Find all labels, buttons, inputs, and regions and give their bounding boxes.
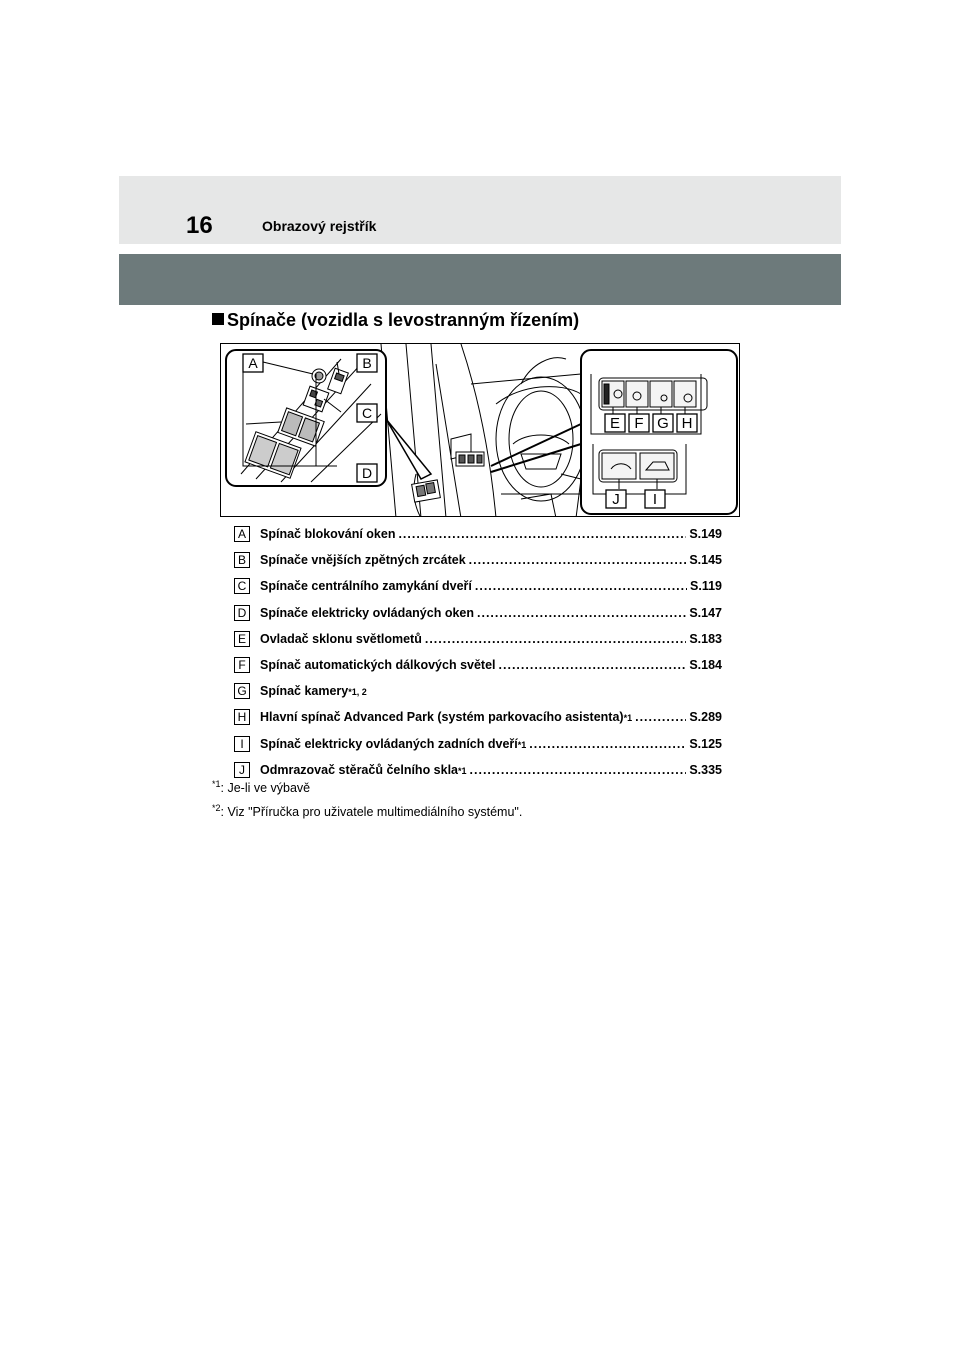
- item-entry: Hlavní spínač Advanced Park (systém parkovacího asistenta) *1 ..... S.289: [260, 710, 722, 724]
- item-entry: [260, 527, 722, 541]
- footnote-text: : Je-li ve výbavě: [220, 781, 311, 795]
- page-heading-text: Spínače (vozidla s levostranným řízením): [227, 310, 580, 330]
- list-item: [234, 576, 724, 596]
- item-page-ref[interactable]: S.184: [689, 658, 722, 672]
- item-page-ref[interactable]: S.119: [690, 579, 722, 593]
- item-letter-badge: G: [234, 683, 250, 699]
- item-letter-badge: B: [234, 552, 250, 568]
- page-heading: [212, 309, 579, 331]
- figure-label-C: C: [361, 405, 373, 421]
- figure-label-G: G: [657, 415, 669, 432]
- item-page-ref[interactable]: S.147: [689, 606, 722, 620]
- item-label: Hlavní spínač Advanced Park (systém parkovacího asistenta): [260, 710, 624, 724]
- item-label: Spínače elektricky ovládaných oken: [260, 606, 474, 620]
- item-entry: [260, 606, 722, 620]
- item-label: Spínače centrálního zamykání dveří: [260, 579, 472, 593]
- item-label: Spínač automatických dálkových světel: [260, 658, 496, 672]
- list-item: [234, 760, 724, 780]
- figure-label-A: A: [248, 355, 258, 371]
- list-item: [234, 734, 724, 754]
- leader-dots: [398, 527, 686, 541]
- leader-dots: [635, 710, 686, 724]
- item-letter-badge: I: [234, 736, 250, 752]
- figure-label-H: H: [681, 415, 693, 432]
- list-item: [234, 681, 724, 701]
- footnote-2: [212, 804, 522, 820]
- item-page-ref[interactable]: S.289: [689, 710, 722, 724]
- item-entry: Spínač elektricky ovládaných zadních dveří *1 ..... S.125: [260, 737, 722, 751]
- item-page-ref[interactable]: S.149: [689, 527, 722, 541]
- list-item: [234, 629, 724, 649]
- figure-label-B: B: [362, 355, 372, 371]
- dashboard-switches-illustration: [220, 343, 740, 517]
- item-label: Spínače vnějších zpětných zrcátek: [260, 553, 466, 567]
- list-item: [234, 655, 724, 675]
- header-band: [119, 176, 841, 244]
- item-letter-badge: J: [234, 762, 250, 778]
- item-label: Ovladač sklonu světlometů: [260, 632, 422, 646]
- item-entry: [260, 658, 722, 672]
- item-entry: Spínač kamery *1, 2: [260, 684, 367, 698]
- section-title: Obrazový rejstřík: [262, 218, 377, 234]
- page-number: 16: [186, 212, 213, 239]
- item-label: Spínač blokování oken: [260, 527, 396, 541]
- figure-label-D: D: [361, 465, 373, 481]
- figure-label-I: I: [652, 491, 658, 508]
- footnote-1: [212, 780, 310, 796]
- item-entry: [260, 553, 722, 567]
- item-page-ref[interactable]: S.335: [689, 763, 722, 777]
- leader-dots: [499, 658, 687, 672]
- item-letter-badge: A: [234, 526, 250, 542]
- item-letter-badge: E: [234, 631, 250, 647]
- item-entry: [260, 632, 722, 646]
- item-entry: Odmrazovač stěračů čelního skla *1 ..... S.335: [260, 763, 722, 777]
- item-letter-badge: D: [234, 605, 250, 621]
- square-bullet-icon: [212, 313, 224, 325]
- item-page-ref[interactable]: S.145: [689, 553, 722, 567]
- figure-label-F: F: [634, 415, 644, 432]
- item-entry: [260, 579, 722, 593]
- footnote-text: : Viz "Příručka pro uživatele multimediálního systému".: [220, 805, 523, 819]
- leader-dots: [470, 763, 687, 777]
- list-item: [234, 524, 724, 544]
- list-item: [234, 603, 724, 623]
- leader-dots: [469, 553, 687, 567]
- item-label: Odmrazovač stěračů čelního skla: [260, 763, 459, 777]
- figure-label-E: E: [609, 415, 621, 432]
- item-page-ref[interactable]: S.125: [689, 737, 722, 751]
- item-letter-badge: F: [234, 657, 250, 673]
- leader-dots: [425, 632, 686, 646]
- leader-dots: [475, 579, 687, 593]
- list-item: [234, 707, 724, 727]
- figure-label-J: J: [612, 491, 620, 508]
- section-band: [119, 254, 841, 305]
- footnote-mark: *2: [212, 803, 221, 813]
- leader-dots: [477, 606, 686, 620]
- leader-dots: [529, 737, 686, 751]
- item-page-ref[interactable]: S.183: [689, 632, 722, 646]
- item-label: Spínač elektricky ovládaných zadních dveří: [260, 737, 518, 751]
- list-item: [234, 550, 724, 570]
- item-letter-badge: H: [234, 709, 250, 725]
- item-label: Spínač kamery: [260, 684, 349, 698]
- item-letter-badge: C: [234, 578, 250, 594]
- footnote-mark: *1: [212, 779, 221, 789]
